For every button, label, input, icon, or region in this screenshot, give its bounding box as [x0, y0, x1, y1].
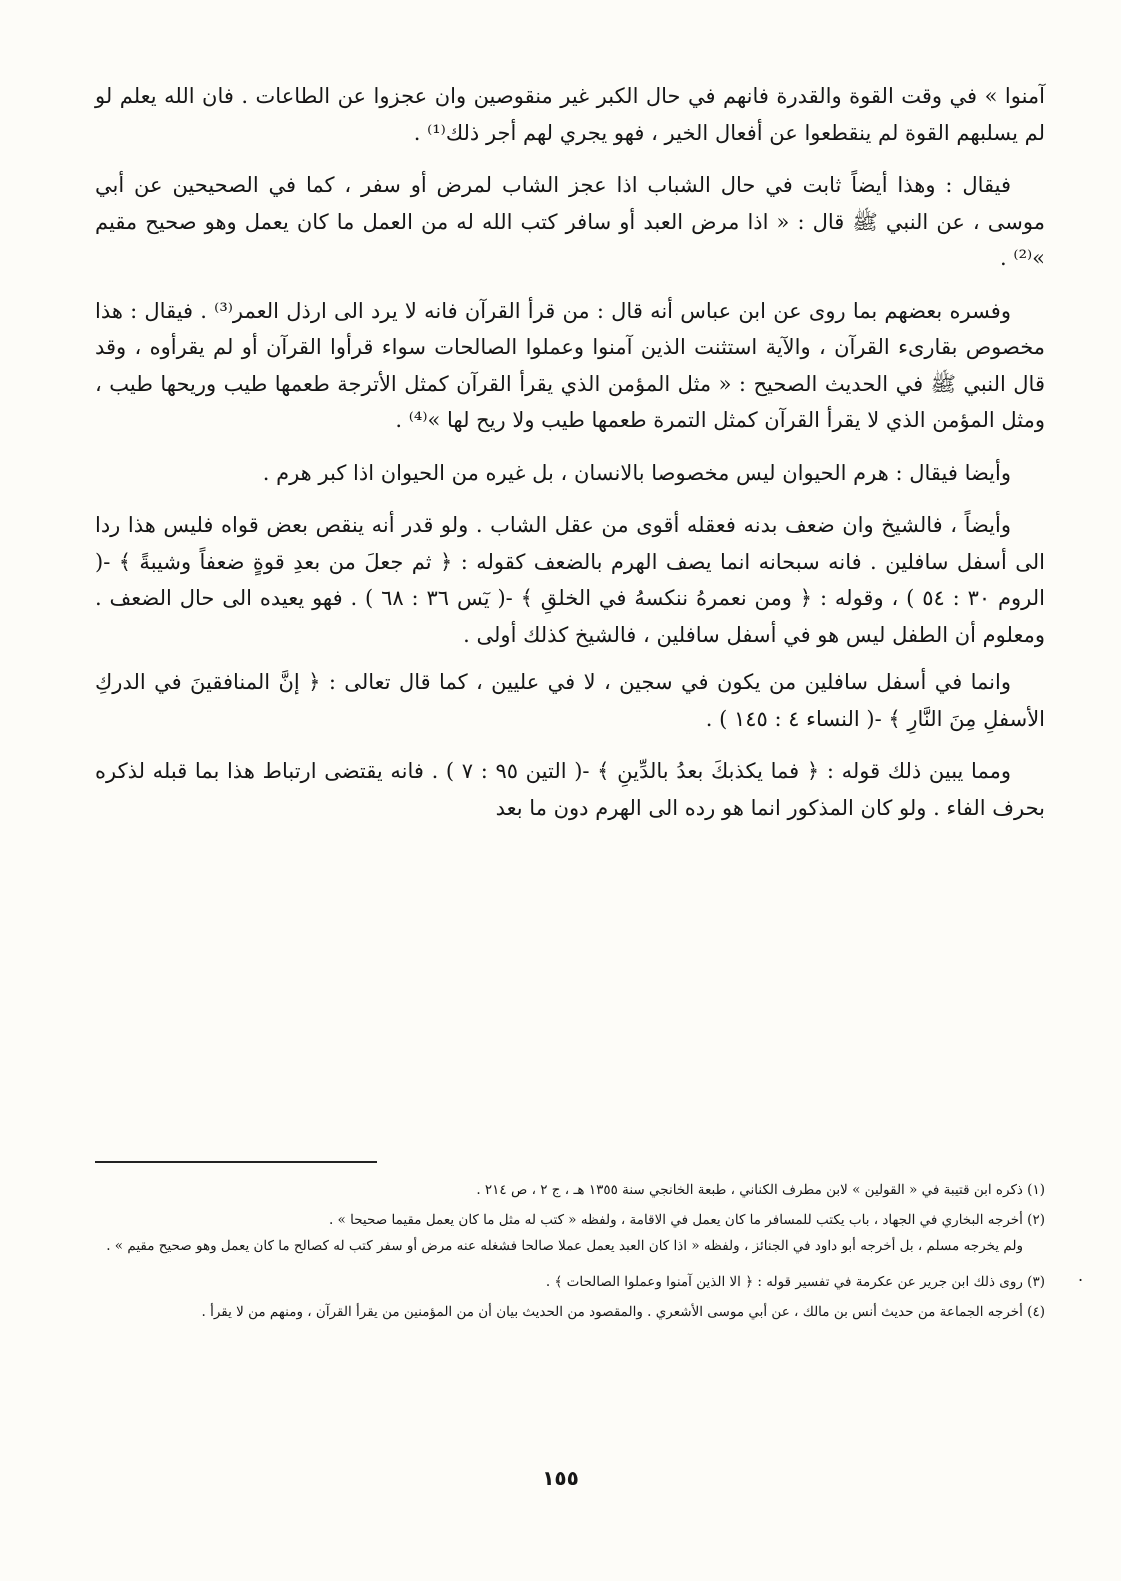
page-number: ١٥٥: [542, 1466, 579, 1490]
footnote-1: (١) ذكره ابن قتيبة في « القولين » لابن مطرف الكناني ، طبعة الخانجي سنة ١٣٥٥ هـ ، ج ٢ ، ص ٢١٤ .: [476, 1182, 1045, 1198]
paragraph-3: وفسره بعضهم بما روى عن ابن عباس أنه قال : من قرأ القرآن فانه لا يرد الى ارذل العمر⁽³⁾ . فيقال : هذا مخصوص بقارىء القرآن ، والآية استثنت الذين آمنوا وعملوا الصالحات سواء قرأوا القرآن أو لم يقرأوه ، وقد قال النبي ﷺ في الحديث الصحيح : « مثل المؤمن الذي يقرأ القرآن كمثل الأترجة طعمها طيب وريحها طيب ، ومثل المؤمن الذي لا يقرأ القرآن كمثل التمرة طعمها طيب ولا ريح لها »⁽⁴⁾ .: [95, 298, 1045, 432]
footnote-separator: [95, 1161, 377, 1163]
margin-dot: .: [1078, 1266, 1084, 1285]
paragraph-4: وأيضا فيقال : هرم الحيوان ليس مخصوصا بالانسان ، بل غيره من الحيوان اذا كبر هرم .: [262, 460, 1011, 485]
paragraph-5: وأيضاً ، فالشيخ وان ضعف بدنه فعقله أقوى من عقل الشاب . ولو قدر أنه ينقص بعض قواه فليس هذا ردا الى أسفل سافلين . فانه سبحانه انما يصف الهرم بالضعف كقوله : ﴿ ثم جعلَ من بعدِ قوةٍ ضعفاً وشيبةً ﴾ -( الروم ٣٠ : ٥٤ ) ، وقوله : ﴿ ومن نعمرهُ ننكسهُ في الخلقِ ﴾ -( يٓس ٣٦ : ٦٨ ) . فهو يعيده الى حال الضعف . ومعلوم أن الطفل ليس هو في أسفل سافلين ، فالشيخ كذلك أولى .: [95, 513, 1045, 647]
paragraph-2: فيقال : وهذا أيضاً ثابت في حال الشباب اذا عجز الشاب لمرض أو سفر ، كما في الصحيحين عن أبي موسى ، عن النبي ﷺ قال : « اذا مرض العبد أو سافر كتب الله له من العمل ما كان يعمل وهو صحيح مقيم »⁽²⁾ .: [95, 173, 1045, 270]
paragraph-7: ومما يبين ذلك قوله : ﴿ فما يكذبكَ بعدُ بالدِّينِ ﴾ -( التين ٩٥ : ٧ ) . فانه يقتضى ارتباط هذا بما قبله لذكره بحرف الفاء . ولو كان المذكور انما هو رده الى الهرم دون ما بعد: [95, 759, 1045, 820]
footnote-2: (٢) أخرجه البخاري في الجهاد ، باب يكتب للمسافر ما كان يعمل في الاقامة ، ولفظه « كتب له مثل ما كان يعمل مقيما صحيحا » .: [328, 1212, 1045, 1228]
footnote-4: (٤) أخرجه الجماعة من حديث أنس بن مالك ، عن أبي موسى الأشعري . والمقصود من الحديث بيان أن من المؤمنين من يقرأ القرآن ، ومنهم من لا يقرأ .: [201, 1304, 1045, 1320]
footnote-2-continuation: ولم يخرجه مسلم ، بل أخرجه أبو داود في الجنائز ، ولفظه « اذا كان العبد يعمل عملا صالحا فشغله عنه مرض أو سفر كتب له كصالح ما كان يعمل وهو صحيح مقيم » .: [106, 1238, 1023, 1254]
main-text: [95, 78, 1045, 837]
footnote-3: (٣) روى ذلك ابن جرير عن عكرمة في تفسير قوله : ﴿ الا الذين آمنوا وعملوا الصالحات ﴾ .: [545, 1274, 1045, 1290]
footnotes: [95, 1178, 1045, 1330]
paragraph-6: وانما في أسفل سافلين من يكون في سجين ، لا في عليين ، كما قال تعالى : ﴿ إنَّ المنافقينَ في الدركِ الأسفلِ مِنَ النَّارِ ﴾ -( النساء ٤ : ١٤٥ ) .: [95, 670, 1045, 731]
paragraph-1: آمنوا » في وقت القوة والقدرة فانهم في حال الكبر غير منقوصين وان عجزوا عن الطاعات . فان الله يعلم لو لم يسلبهم القوة لم ينقطعوا عن أفعال الخير ، فهو يجري لهم أجر ذلك⁽¹⁾ .: [95, 84, 1045, 145]
